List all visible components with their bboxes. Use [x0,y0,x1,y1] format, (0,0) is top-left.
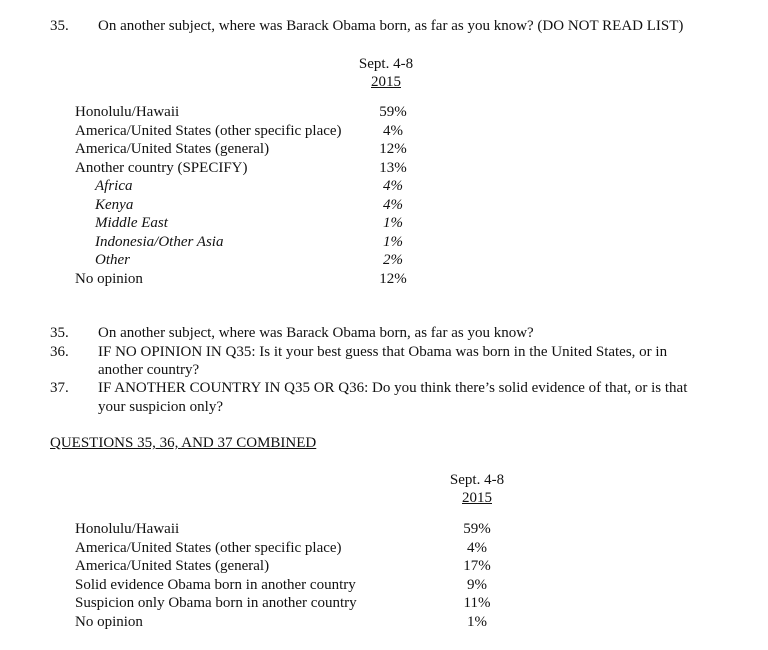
column-date: Sept. 4-8 [358,56,414,72]
row-value: 4% [467,539,487,556]
row-label: Other [95,252,130,268]
question-number: 37. [50,380,69,396]
row-label: Middle East [95,215,168,231]
question-number: 36. [50,344,69,360]
row-value: 1% [383,233,403,250]
row-label: America/United States (general) [75,141,270,157]
row-label: Honolulu/Hawaii [75,521,180,537]
column-year: 2015 [462,490,492,506]
row-value: 1% [467,613,487,630]
row-value: 13% [379,159,407,176]
row-value: 12% [379,141,407,157]
column-header [341,55,431,91]
row-label: Honolulu/Hawaii [75,104,180,120]
row-value: 17% [463,558,491,574]
column-header [432,471,522,507]
question-text-continued: another country? [98,362,200,378]
question-number: 35. [50,18,69,34]
row-label: Kenya [95,196,134,213]
row-label: America/United States (other specific place) [75,539,342,556]
question-text: On another subject, where was Barack Obama born, as far as you know? [98,325,534,341]
row-value: 1% [383,215,403,231]
row-label: No opinion [75,270,143,287]
row-value: 2% [383,252,403,268]
row-value: 4% [383,178,403,194]
column-date: Sept. 4-8 [449,472,505,488]
row-value: 9% [467,576,487,593]
row-value: 11% [463,595,491,611]
row-label: Suspicion only Obama born in another country [75,595,357,611]
row-label: Solid evidence Obama born in another country [75,576,356,593]
row-label: Another country (SPECIFY) [75,159,248,176]
row-label: America/United States (other specific place) [75,122,342,139]
row-label: No opinion [75,613,143,630]
row-label: Indonesia/Other Asia [95,233,224,250]
row-value: 59% [463,521,491,537]
question-text: IF NO OPINION IN Q35: Is it your best guess that Obama was born in the United States, or in [98,344,668,360]
column-year: 2015 [371,74,401,90]
section-title: QUESTIONS 35, 36, AND 37 COMBINED [50,435,317,451]
question-text-continued: your suspicion only? [98,399,223,415]
row-label: Africa [95,178,133,194]
question-text: On another subject, where was Barack Obama born, as far as you know? (DO NOT READ LIST) [98,18,684,34]
row-value: 4% [383,122,403,139]
row-label: America/United States (general) [75,558,270,574]
question-text: IF ANOTHER COUNTRY IN Q35 OR Q36: Do you think there’s solid evidence of that, or is that [98,380,688,396]
question-number: 35. [50,325,69,341]
row-value: 12% [379,270,407,287]
row-value: 59% [379,104,407,120]
row-value: 4% [383,196,403,213]
